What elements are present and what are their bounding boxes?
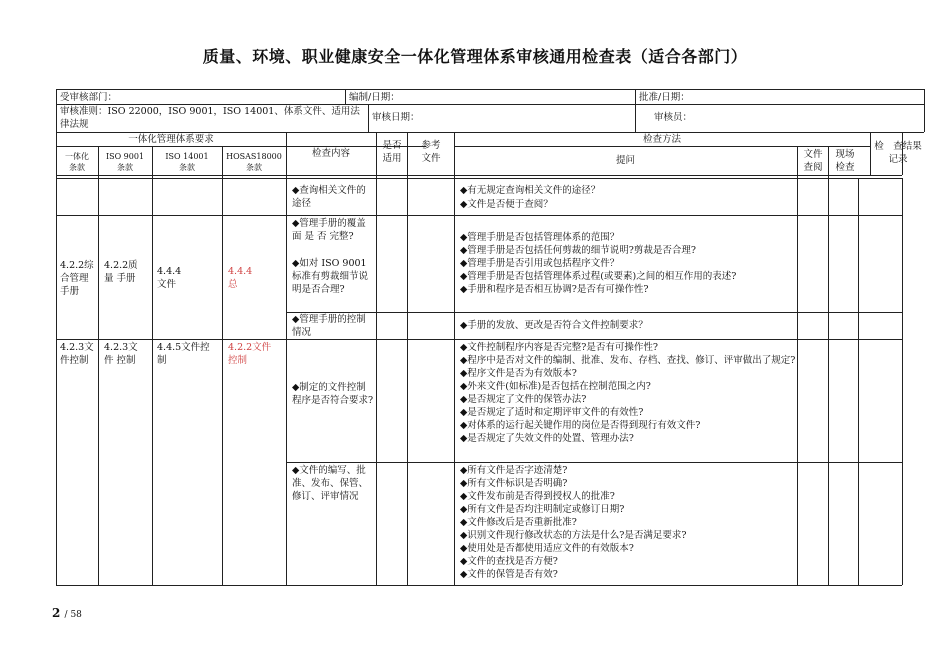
question-item: ◆文件控制程序内容是否完整?是否有可操作性? xyxy=(460,342,658,353)
table-line xyxy=(858,178,859,585)
reference-header: 参考文件 xyxy=(421,140,441,164)
question-item: ◆管理手册是否引用或包括程序文件？ xyxy=(460,258,620,269)
table-line xyxy=(407,132,408,585)
question-item: ◆所有文件标识是否明确? xyxy=(460,478,568,489)
table-line xyxy=(870,132,871,175)
question-header: 提问 xyxy=(615,155,635,166)
row4-questions xyxy=(460,464,796,581)
table-line xyxy=(152,146,153,585)
table-line xyxy=(56,178,902,179)
col-integrated-a: 一体化 xyxy=(65,152,89,161)
col-iso14001-a: ISO 14001 xyxy=(165,152,209,161)
table-line xyxy=(635,104,636,132)
row0-question-1: ◆有无规定查询相关文件的途径？ xyxy=(460,185,601,196)
audit-date-label: 审核日期： xyxy=(372,112,420,123)
question-item: ◆程序文件是否为有效版本? xyxy=(460,368,577,379)
row2-content: ◆管理手册的控制情况 xyxy=(292,314,366,338)
question-item: ◆文件修改后是否重新批准? xyxy=(460,517,577,528)
question-item: ◆外来文件(如标准)是否包括在控制范围之内? xyxy=(460,381,651,392)
g2-integrated-clause: 4.2.3文件控制 xyxy=(60,342,94,366)
col-integrated-b: 条款 xyxy=(69,163,85,172)
g2-hosas-clause: 4.2.2文件控制 xyxy=(228,342,272,366)
col-integrated xyxy=(56,151,98,173)
table-line xyxy=(454,132,455,585)
table-line xyxy=(56,339,902,340)
col-iso14001-b: 条款 xyxy=(179,163,195,172)
table-line xyxy=(56,215,902,216)
dept-label: 受审核部门： xyxy=(60,92,118,103)
col-iso9001-b: 条款 xyxy=(117,163,133,172)
table-line xyxy=(376,132,377,585)
g1-iso14001-clause: 4.4.4文件 xyxy=(157,266,182,290)
col-hosas xyxy=(222,151,286,173)
row1-content-b: ◆如对 ISO 9001标准有剪裁细节说明是否合理? xyxy=(292,258,369,295)
col-iso9001-a: ISO 9001 xyxy=(105,152,145,161)
row1-questions xyxy=(460,231,796,296)
g2-iso14001-clause: 4.4.5文件控制 xyxy=(157,342,210,366)
table-border-top xyxy=(56,89,924,90)
question-item: ◆所有文件是否均注明制定或修订日期? xyxy=(460,504,625,515)
question-item: ◆程序中是否对文件的编制、批准、发布、存档、查找、修订、评审做出了规定? xyxy=(460,355,796,366)
page-number xyxy=(52,606,82,620)
prepared-label: 编制/日期： xyxy=(349,92,400,103)
question-item: ◆文件的查找是否方便? xyxy=(460,556,558,567)
col-iso14001 xyxy=(152,151,222,173)
table-line xyxy=(222,146,223,585)
row2-question: ◆手册的发放、更改是否符合文件控制要求？ xyxy=(460,320,648,331)
approved-label: 批准/日期： xyxy=(639,92,690,103)
col-hosas-a: HOSAS18000 xyxy=(226,152,282,161)
row3-questions xyxy=(460,341,796,445)
table-line xyxy=(635,89,636,104)
criteria-label: 审核准则：ISO 22000，ISO 9001，ISO 14001、体系文件、适用法律法规 xyxy=(60,106,360,130)
auditor-label: 审核员： xyxy=(654,112,693,123)
table-line xyxy=(286,462,902,463)
question-item: ◆识别文件现行修改状态的方法是什么?是否满足要求? xyxy=(460,530,687,541)
table-line xyxy=(924,89,925,132)
row3-content: ◆制定的文件控制程序是否符合要求? xyxy=(292,382,374,406)
doc-review-header: 文件查阅 xyxy=(803,149,823,173)
table-line xyxy=(828,146,829,585)
record-header: 检 查结果记录 xyxy=(874,141,922,165)
g1-integrated-clause: 4.2.2综合管理手册 xyxy=(60,260,94,297)
table-line xyxy=(345,89,346,104)
question-item: ◆对体系的运行起关键作用的岗位是否得到现行有效文件? xyxy=(460,420,701,431)
question-item: ◆文件发布前是否得到授权人的批准? xyxy=(460,491,615,502)
question-item: ◆是否规定了适时和定期评审文件的有效性? xyxy=(460,407,644,418)
table-line xyxy=(286,312,902,313)
question-item: ◆管理手册是否包括管理体系的范围？ xyxy=(460,232,620,243)
table-line xyxy=(98,146,99,585)
table-line xyxy=(368,104,369,132)
table-line xyxy=(56,175,902,176)
row1-content-a: ◆管理手册的覆盖 面 是 否 完整? xyxy=(292,218,366,242)
col-iso9001 xyxy=(98,151,152,173)
question-item: ◆文件的保管是否有效? xyxy=(460,569,558,580)
row0-content: ◆查询相关文件的途径 xyxy=(292,185,366,209)
page-title: 质量、环境、职业健康安全一体化管理体系审核通用检查表（适合各部门） xyxy=(202,47,748,66)
g2-iso9001-clause: 4.2.3文 件 控制 xyxy=(104,342,138,366)
row0-question-2: ◆文件是否便于查阅？ xyxy=(460,199,553,210)
question-item: ◆管理手册是否包括任何剪裁的细节说明?剪裁是否合理? xyxy=(460,245,696,256)
question-item: ◆是否规定了文件的保管办法? xyxy=(460,394,587,405)
question-item: ◆管理手册是否包括管理体系过程(或要素)之间的相互作用的表述? xyxy=(460,271,737,282)
table-line xyxy=(797,146,798,585)
question-item: ◆使用处是否都使用适应文件的有效版本? xyxy=(460,543,634,554)
g1-hosas-clause: 4.4.4总 xyxy=(228,266,253,290)
question-item: ◆手册和程序是否相互协调?是否有可操作性? xyxy=(460,284,649,295)
row4-content: ◆文件的编写、批准、发布、保管、修订、评审情况 xyxy=(292,465,369,502)
table-line xyxy=(902,178,903,585)
question-item: ◆是否规定了失效文件的处置、管理办法? xyxy=(460,433,634,444)
table-line xyxy=(454,146,870,147)
col-hosas-b: 条款 xyxy=(246,163,262,172)
question-item: ◆所有文件是否字迹清楚? xyxy=(460,465,568,476)
page-total: / 58 xyxy=(64,610,82,620)
table-line xyxy=(56,585,902,586)
integrated-req-header: 一体化管理体系要求 xyxy=(128,134,214,145)
content-header: 检查内容 xyxy=(311,148,350,159)
applicable-header: 是否适用 xyxy=(382,140,402,164)
g1-iso9001-clause: 4.2.2质 量 手册 xyxy=(104,260,138,284)
method-header: 检查方法 xyxy=(642,134,681,145)
page-current: 2 xyxy=(52,606,61,620)
onsite-header: 现场检查 xyxy=(835,149,855,173)
table-line xyxy=(286,132,287,585)
